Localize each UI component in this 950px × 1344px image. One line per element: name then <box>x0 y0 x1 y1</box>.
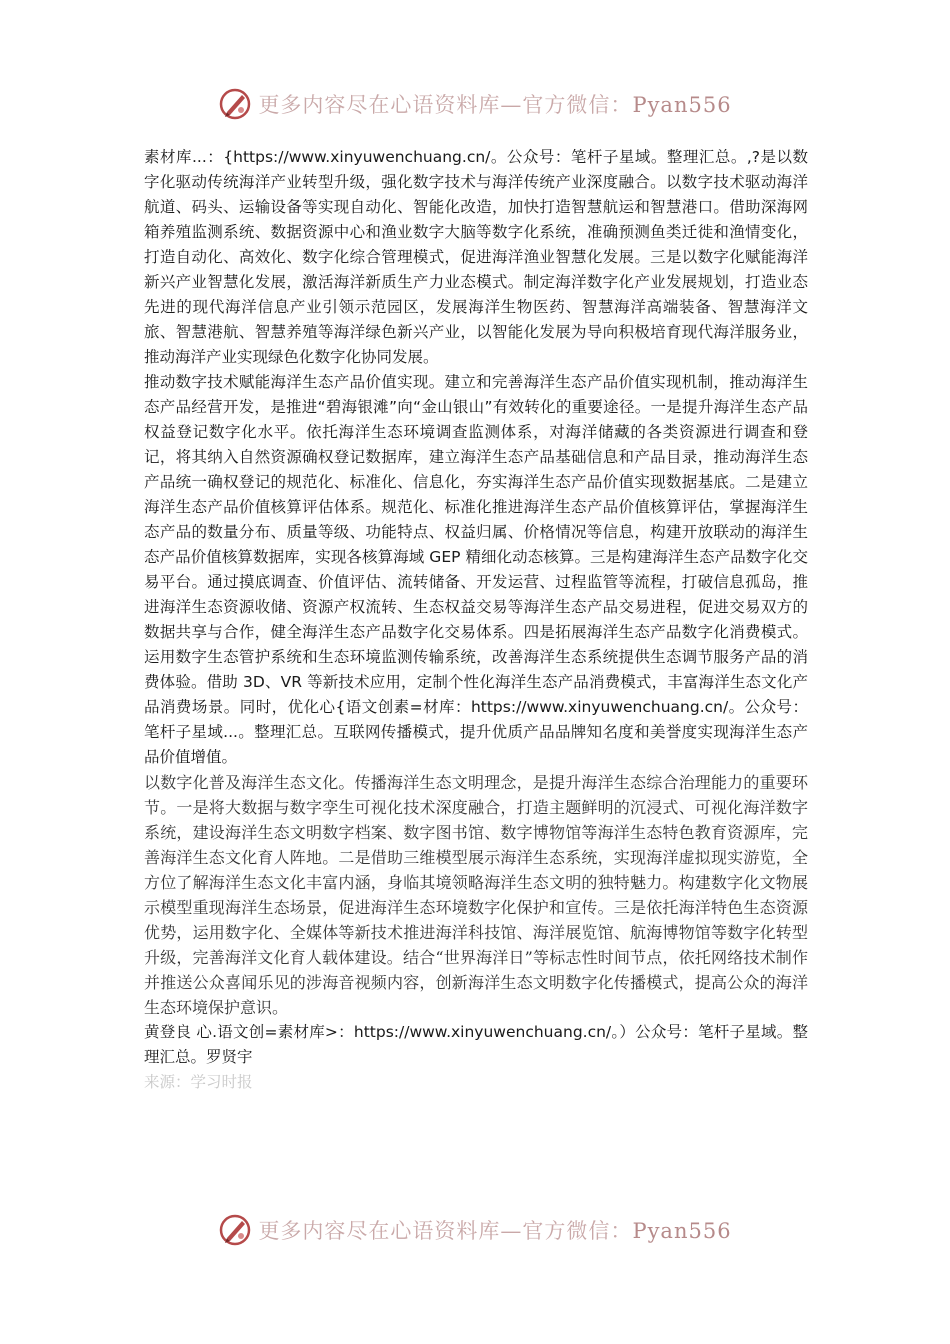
author-line: 黄登良 心.语文创=素材库>：https://www.xinyuwenchuang.cn/。）公众号：笔杆子星域。整理汇总。罗贤宇 <box>144 1023 808 1066</box>
header-banner-text: 更多内容尽在心语资料库—官方微信：Pyan556 <box>258 93 732 117</box>
footer-banner-handle: Pyan556 <box>632 1219 732 1243</box>
source-line: 来源：学习时报 <box>144 1073 253 1091</box>
article-body <box>144 145 808 1095</box>
pen-logo-icon <box>218 1213 252 1247</box>
paragraph-2: 推动数字技术赋能海洋生态产品价值实现。建立和完善海洋生态产品价值实现机制，推动海洋生态产品经营开发，是推进“碧海银滩”向“金山银山”有效转化的重要途径。一是提升海洋生态产品权益登记数字化水平。依托海洋生态环境调查监测体系，对海洋储藏的各类资源进行调查和登记，将其纳入自然资源确权登记数据库，建立海洋生态产品基础信息和产品目录，推动海洋生态产品统一确权登记的规范化、标准化、信息化，夯实海洋生态产品价值实现数据基底。二是建立海洋生态产品价值核算评估体系。规范化、标准化推进海洋生态产品价值核算评估，掌握海洋生态产品的数量分布、质量等级、功能特点、权益归属、价格情况等信息，构建开放联动的海洋生态产品价值核算数据库，实现各核算海域 GEP 精细化动态核算。三是构建海洋生态产品数字化交易平台。通过摸底调查、价值评估、流转储备、开发运营、过程监管等流程，打破信息孤岛，推进海洋生态资源收储、资源产权流转、生态权益交易等海洋生态产品交易进程，促进交易双方的数据共享与合作，健全海洋生态产品数字化交易体系。四是拓展海洋生态产品数字化消费模式。运用数字生态管护系统和生态环境监测传输系统，改善海洋生态系统提供生态调节服务产品的消费体验。借助 3D、VR 等新技术应用，定制个性化海洋生态产品消费模式，丰富海洋生态文化产品消费场景。同时，优化心{语文创素=材库：https://www.xinyuwenchuang.cn/。公众号：笔杆子星域...。整理汇总。互联网传播模式，提升优质产品品牌知名度和美誉度实现海洋生态产品价值增值。 <box>144 373 808 766</box>
header-banner <box>0 84 950 124</box>
footer-banner-text: 更多内容尽在心语资料库—官方微信：Pyan556 <box>258 1219 732 1243</box>
paragraph-1: 素材库...：{https://www.xinyuwenchuang.cn/。公众号：笔杆子星域。整理汇总。,?是以数字化驱动传统海洋产业转型升级，强化数字技术与海洋传统产业深度融合。以数字技术驱动海洋航道、码头、运输设备等实现自动化、智能化改造，加快打造智慧航运和智慧港口。借助深海网箱养殖监测系统、数据资源中心和渔业数字大脑等数字化系统，准确预测鱼类迁徙和渔情变化，打造自动化、高效化、数字化综合管理模式，促进海洋渔业智慧化发展。三是以数字化赋能海洋新兴产业智慧化发展，激活海洋新质生产力业态模式。制定海洋数字化产业发展规划，打造业态先进的现代海洋信息产业引领示范园区，发展海洋生物医药、智慧海洋高端装备、智慧海洋文旅、智慧港航、智慧养殖等海洋绿色新兴产业，以智能化发展为导向积极培育现代海洋服务业，推动海洋产业实现绿色化数字化协同发展。 <box>144 148 808 366</box>
footer-banner <box>0 1210 950 1250</box>
pen-logo-icon <box>218 87 252 121</box>
paragraph-3: 以数字化普及海洋生态文化。传播海洋生态文明理念，是提升海洋生态综合治理能力的重要环节。一是将大数据与数字孪生可视化技术深度融合，打造主题鲜明的沉浸式、可视化海洋数字系统，建设海洋生态文明数字档案、数字图书馆、数字博物馆等海洋生态特色教育资源库，完善海洋生态文化育人阵地。二是借助三维模型展示海洋生态系统，实现海洋虚拟现实游览，全方位了解海洋生态文化丰富内涵，身临其境领略海洋生态文明的独特魅力。构建数字化文物展示模型重现海洋生态场景，促进海洋生态环境数字化保护和宣传。三是依托海洋特色生态资源优势，运用数字化、全媒体等新技术推进海洋科技馆、海洋展览馆、航海博物馆等数字化转型升级，完善海洋文化育人载体建设。结合“世界海洋日”等标志性时间节点，依托网络技术制作并推送公众喜闻乐见的涉海音视频内容，创新海洋生态文明数字化传播模式，提高公众的海洋生态环境保护意识。 <box>144 773 808 1017</box>
header-banner-handle: Pyan556 <box>632 93 732 117</box>
